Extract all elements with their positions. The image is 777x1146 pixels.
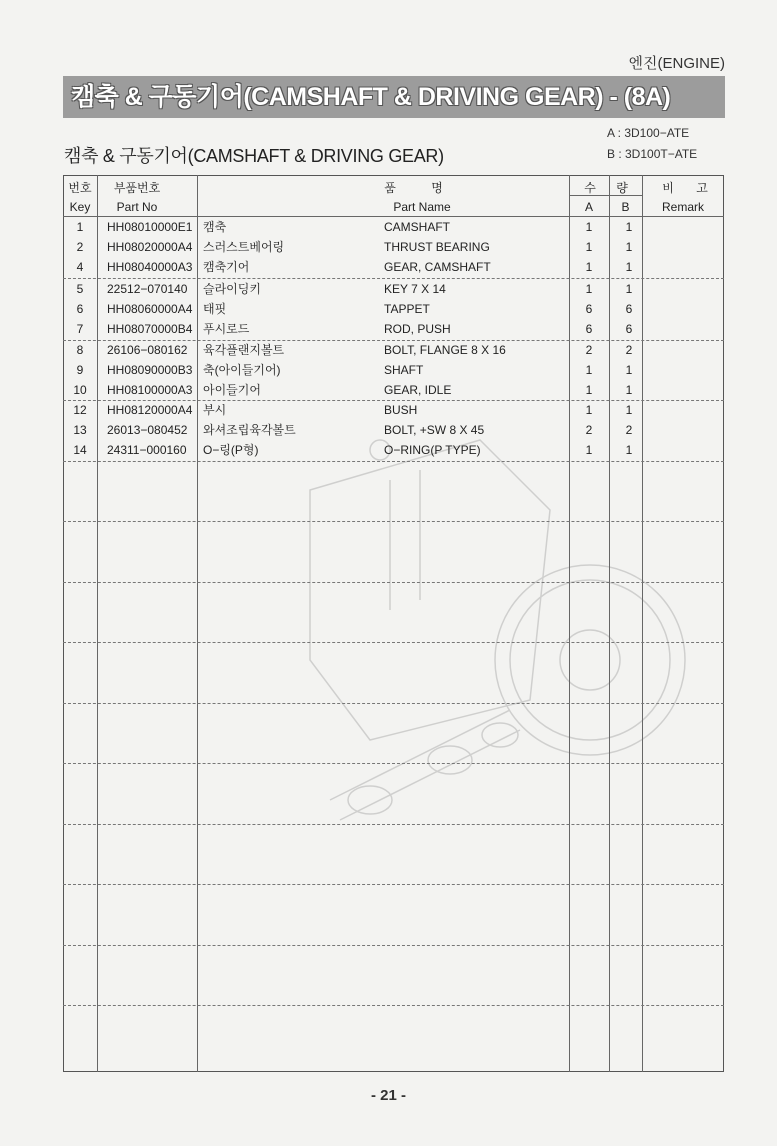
subtitle: 캠축 & 구동기어(CAMSHAFT & DRIVING GEAR) — [64, 146, 444, 166]
row-group-divider — [63, 945, 724, 946]
header-key-en: Key — [69, 200, 91, 214]
header-key-kr: 번호 — [68, 181, 92, 195]
table-row: 5 22512−070140 슬라이딩키 KEY 7 X 14 1 1 — [76, 282, 633, 296]
row-group-divider — [63, 703, 724, 704]
table-row: 2 HH08020000A4 스러스트베어링 THRUST BEARING 1 1 — [76, 240, 633, 254]
table-row: 6 HH08060000A4 태핏 TAPPET 6 6 — [76, 302, 633, 316]
title-banner: 캠축 & 구동기어(CAMSHAFT & DRIVING GEAR) - (8A) — [63, 76, 725, 118]
header-name-en: Part Name — [393, 200, 451, 214]
row-group-divider — [63, 521, 724, 522]
header-qty-kr-1: 수 — [584, 181, 596, 195]
header-qty-a: A — [584, 200, 593, 214]
row-group-divider — [63, 824, 724, 825]
row-group-divider — [63, 763, 724, 764]
model-a-label: A : 3D100−ATE — [607, 126, 690, 140]
header-qty-kr-2: 량 — [616, 181, 628, 195]
table-row: 10 HH08100000A3 아이들기어 GEAR, IDLE 1 1 — [73, 383, 633, 397]
header-name-kr-2: 명 — [431, 181, 443, 195]
header-remark-kr-2: 고 — [696, 181, 708, 195]
table-row: 1 HH08010000E1 캠축 CAMSHAFT 1 1 — [76, 220, 633, 234]
table-row: 7 HH08070000B4 푸시로드 ROD, PUSH 6 6 — [76, 322, 633, 336]
model-b-label: B : 3D100T−ATE — [607, 147, 698, 161]
header-remark-en: Remark — [661, 200, 704, 214]
row-group-divider — [63, 461, 724, 462]
header-qty-b: B — [621, 200, 630, 214]
table-row: 14 24311−000160 O−링(P형) O−RING(P TYPE) 1 1 — [73, 443, 633, 457]
header-partno-kr: 부품번호 — [113, 181, 161, 195]
header-remark-kr-1: 비 — [662, 181, 674, 195]
table-row: 12 HH08120000A4 부시 BUSH 1 1 — [73, 403, 633, 417]
table-row: 9 HH08090000B3 축(아이들기어) SHAFT 1 1 — [76, 363, 633, 377]
section-label: 엔진(ENGINE) — [628, 55, 725, 72]
row-group-divider — [63, 884, 724, 885]
table-row: 8 26106−080162 육각플랜지볼트 BOLT, FLANGE 8 X 16 2 2 — [76, 343, 633, 357]
table-row: 13 26013−080452 와셔조립육각볼트 BOLT, +SW 8 X 45 2 2 — [73, 423, 633, 437]
header-name-kr-1: 품 — [384, 181, 396, 195]
row-group-divider — [63, 1005, 724, 1006]
row-group-divider — [63, 582, 724, 583]
row-group-divider — [63, 642, 724, 643]
header-partno-en: Part No — [116, 200, 158, 214]
table-row: 4 HH08040000A3 캠축기어 GEAR, CAMSHAFT 1 1 — [76, 260, 633, 274]
page-number: - 21 - — [370, 1087, 406, 1104]
